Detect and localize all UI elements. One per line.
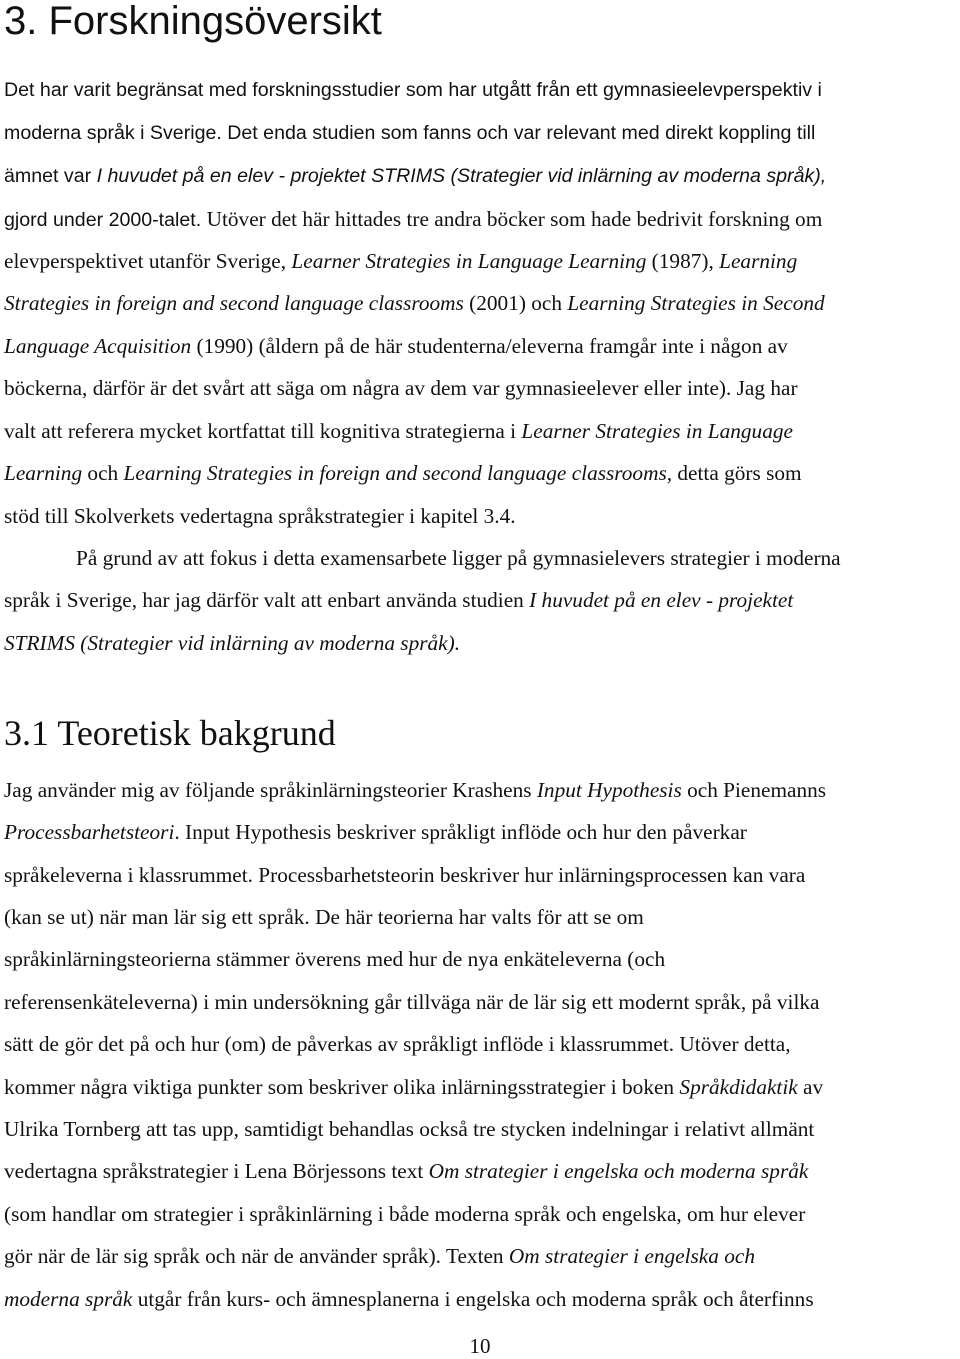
text-line: vedertagna språkstrategier i Lena Börjessons text Om strategier i engelska och moderna språk xyxy=(4,1159,809,1183)
page-number: 10 xyxy=(469,1334,491,1358)
text-line: referensenkäteleverna) i min undersökning går tillväga när de lär sig ett modernt språk, på vilka xyxy=(4,990,820,1014)
text-line: gör när de lär sig språk och när de använder språk). Texten Om strategier i engelska och xyxy=(4,1244,755,1268)
text-line: (kan se ut) när man lär sig ett språk. De här teorierna har valts för att se om xyxy=(4,905,644,929)
text-line: ämnet var I huvudet på en elev - projektet STRIMS (Strategier vid inlärning av moderna språk), xyxy=(4,165,827,187)
text-line: valt att referera mycket kortfattat till kognitiva strategierna i Learner Strategies in Language xyxy=(4,419,793,443)
text-line: STRIMS (Strategier vid inlärning av moderna språk). xyxy=(4,631,461,655)
text-line: På grund av att fokus i detta examensarbete ligger på gymnasielevers strategier i moderna xyxy=(76,546,841,570)
text-line: Jag använder mig av följande språkinlärningsteorier Krashens Input Hypothesis och Pienemanns xyxy=(4,778,827,802)
text-line: elevperspektivet utanför Sverige, Learner Strategies in Language Learning (1987), Learning xyxy=(4,249,798,273)
text-line: böckerna, därför är det svårt att säga om några av dem var gymnasieelever eller inte). Jag har xyxy=(4,376,798,400)
text-line: kommer några viktiga punkter som beskriver olika inlärningsstrategier i boken Språkdidaktik av xyxy=(4,1075,824,1099)
text-line: Strategies in foreign and second language classrooms (2001) och Learning Strategies in Second xyxy=(4,291,825,315)
text-line: Det har varit begränsat med forskningsstudier som har utgått från ett gymnasieelevperspektiv i xyxy=(4,79,822,101)
text-line: Ulrika Tornberg att tas upp, samtidigt behandlas också tre stycken indelningar i relativt allmänt xyxy=(4,1117,815,1141)
text-line: (som handlar om strategier i språkinlärning i både moderna språk och engelska, om hur elever xyxy=(4,1202,806,1226)
section-heading: 3. Forskningsöversikt xyxy=(4,0,382,43)
text-line: Language Acquisition (1990) (åldern på de här studenterna/eleverna framgår inte i någon av xyxy=(4,334,788,358)
text-line: Learning och Learning Strategies in foreign and second language classrooms, detta görs som xyxy=(4,461,802,485)
text-line: gjord under 2000-talet. Utöver det här hittades tre andra böcker som hade bedrivit forskning om xyxy=(4,207,823,231)
text-line: moderna språk utgår från kurs- och ämnesplanerna i engelska och moderna språk och återfinns xyxy=(4,1287,814,1311)
text-line: sätt de gör det på och hur (om) de påverkas av språkligt inflöde i klassrummet. Utöver detta, xyxy=(4,1032,791,1056)
text-line: Processbarhetsteori. Input Hypothesis beskriver språkligt inflöde och hur den påverkar xyxy=(4,820,747,844)
text-line: språkinlärningsteorierna stämmer överens med hur de nya enkäteleverna (och xyxy=(4,947,666,971)
subsection-heading: 3.1 Teoretisk bakgrund xyxy=(4,713,336,753)
text-line: moderna språk i Sverige. Det enda studien som fanns och var relevant med direkt koppling till xyxy=(4,122,816,144)
text-line: språk i Sverige, har jag därför valt att enbart använda studien I huvudet på en elev - projektet xyxy=(4,588,794,612)
text-line: språkeleverna i klassrummet. Processbarhetsteorin beskriver hur inlärningsprocessen kan vara xyxy=(4,863,806,887)
text-line: stöd till Skolverkets vedertagna språkstrategier i kapitel 3.4. xyxy=(4,504,516,528)
